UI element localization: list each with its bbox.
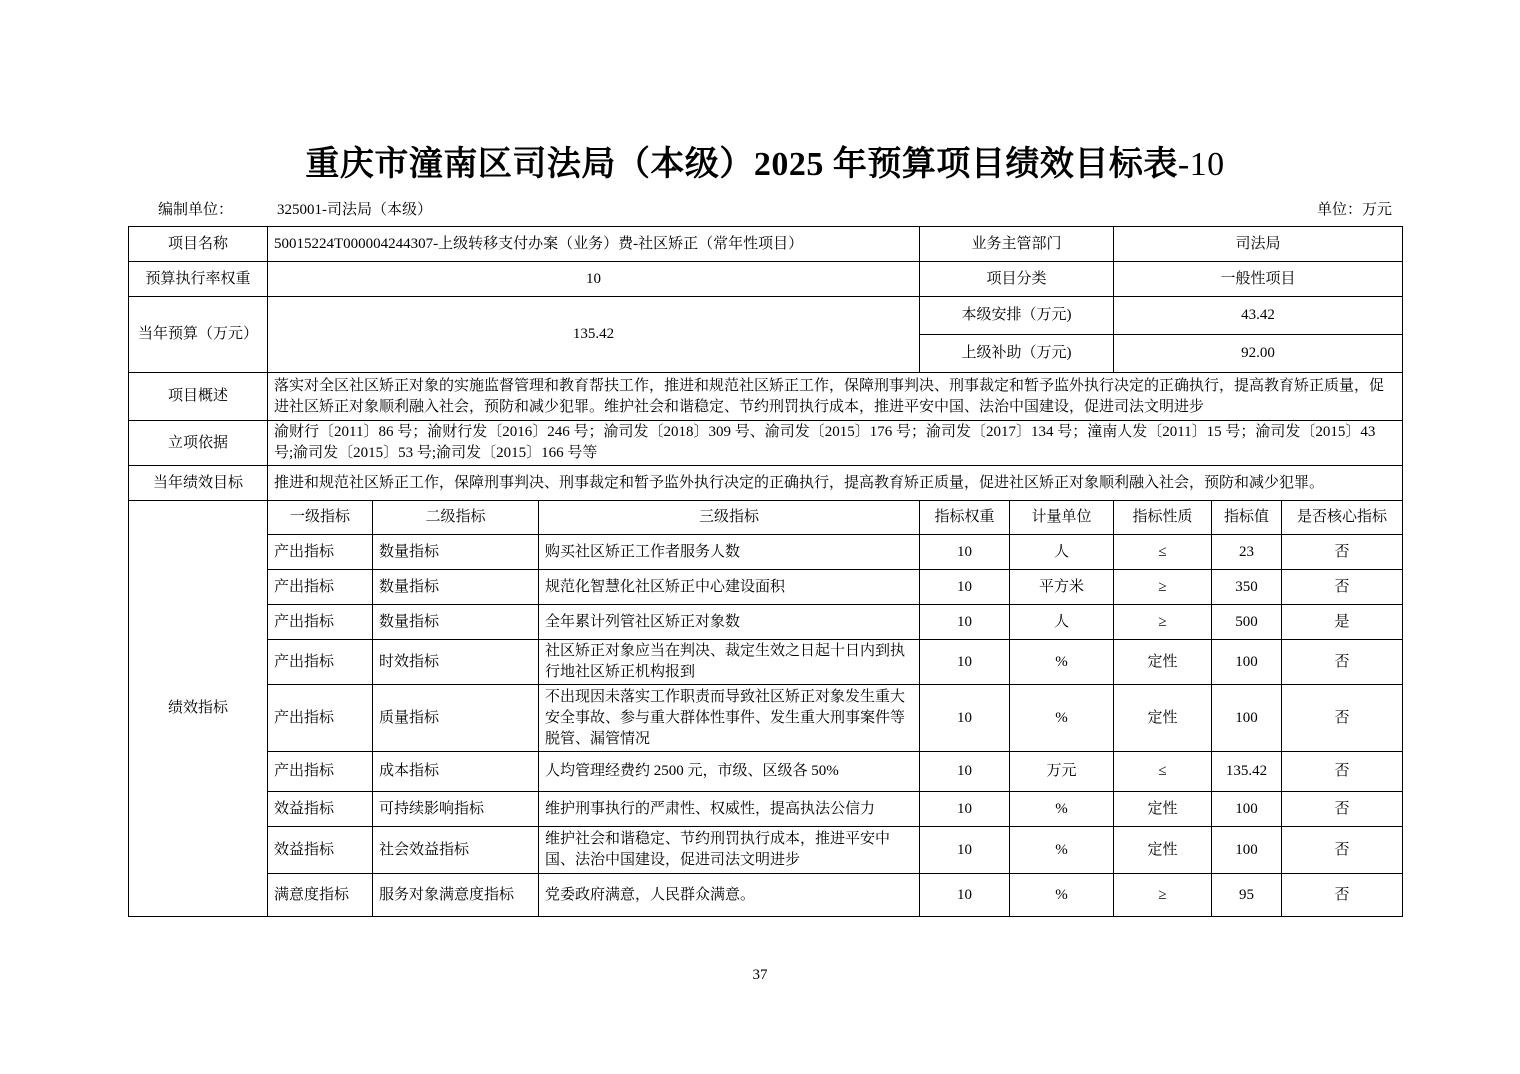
cell-value: 100 xyxy=(1212,792,1282,827)
cell-level2: 数量指标 xyxy=(373,570,539,605)
cell-level3: 全年累计列管社区矫正对象数 xyxy=(539,605,920,640)
indicator-row xyxy=(129,570,1403,605)
cell-level1: 产出指标 xyxy=(268,752,373,792)
cell-weight: 10 xyxy=(920,605,1010,640)
page-title xyxy=(0,136,1520,185)
cell-unit: 万元 xyxy=(1010,752,1114,792)
cell-core: 否 xyxy=(1282,752,1403,792)
category-label: 项目分类 xyxy=(920,262,1114,297)
indicator-row xyxy=(129,685,1403,752)
cell-weight: 10 xyxy=(920,535,1010,570)
cell-weight: 10 xyxy=(920,874,1010,917)
cell-level3: 社区矫正对象应当在判决、裁定生效之日起十日内到执行地社区矫正机构报到 xyxy=(539,640,920,685)
title-suffix: -10 xyxy=(1177,146,1225,183)
cell-core: 否 xyxy=(1282,827,1403,874)
cell-level2: 数量指标 xyxy=(373,605,539,640)
indicator-row xyxy=(129,792,1403,827)
cell-nature: ≤ xyxy=(1114,752,1212,792)
header-unit: 计量单位 xyxy=(1010,501,1114,535)
cell-level2: 服务对象满意度指标 xyxy=(373,874,539,917)
cell-weight: 10 xyxy=(920,640,1010,685)
cell-core: 否 xyxy=(1282,570,1403,605)
indicator-row xyxy=(129,874,1403,917)
cell-value: 100 xyxy=(1212,685,1282,752)
cell-level1: 产出指标 xyxy=(268,535,373,570)
header-core: 是否核心指标 xyxy=(1282,501,1403,535)
cell-level3: 人均管理经费约 2500 元，市级、区级各 50% xyxy=(539,752,920,792)
header-weight: 指标权重 xyxy=(920,501,1010,535)
basis-row xyxy=(129,421,1403,466)
cell-level2: 数量指标 xyxy=(373,535,539,570)
cell-level3: 维护社会和谐稳定、节约刑罚执行成本，推进平安中国、法治中国建设，促进司法文明进步 xyxy=(539,827,920,874)
cell-level1: 产出指标 xyxy=(268,605,373,640)
cell-value: 350 xyxy=(1212,570,1282,605)
cell-nature: 定性 xyxy=(1114,792,1212,827)
cell-unit: % xyxy=(1010,685,1114,752)
budget-row xyxy=(129,297,1403,335)
cell-value: 135.42 xyxy=(1212,752,1282,792)
summary-row xyxy=(129,373,1403,421)
cell-level2: 可持续影响指标 xyxy=(373,792,539,827)
cell-nature: ≥ xyxy=(1114,605,1212,640)
indicator-row xyxy=(129,605,1403,640)
header-nature: 指标性质 xyxy=(1114,501,1212,535)
subsidy-label: 上级补助（万元) xyxy=(920,335,1114,373)
performance-table xyxy=(128,226,1403,917)
cell-level2: 成本指标 xyxy=(373,752,539,792)
cell-nature: 定性 xyxy=(1114,640,1212,685)
basis-value: 渝财行〔2011〕86 号；渝财行发〔2016〕246 号；渝司发〔2018〕309 号、渝司发〔2015〕176 号；渝司发〔2017〕134 号；潼南人发〔2011〕15 号；渝司发〔2015〕43 号;渝司发〔2015〕53 号;渝司发〔2015〕166 号等 xyxy=(268,421,1403,466)
cell-weight: 10 xyxy=(920,752,1010,792)
cell-level2: 质量指标 xyxy=(373,685,539,752)
header-value: 指标值 xyxy=(1212,501,1282,535)
dept-value: 司法局 xyxy=(1114,227,1403,262)
cell-level3: 维护刑事执行的严肃性、权威性，提高执法公信力 xyxy=(539,792,920,827)
category-value: 一般性项目 xyxy=(1114,262,1403,297)
cell-weight: 10 xyxy=(920,827,1010,874)
indicator-header-row xyxy=(129,501,1403,535)
cell-level3: 购买社区矫正工作者服务人数 xyxy=(539,535,920,570)
title-main: 重庆市潼南区司法局（本级）2025 年预算项目绩效目标表 xyxy=(305,146,1178,183)
summary-value: 落实对全区社区矫正对象的实施监督管理和教育帮扶工作，推进和规范社区矫正工作，保障刑事判决、刑事裁定和暂予监外执行决定的正确执行，提高教育矫正质量，促进社区矫正对象顺利融入社会，预防和减少犯罪。维护社会和谐稳定、节约刑罚执行成本，推进平安中国、法治中国建设，促进司法文明进步 xyxy=(268,373,1403,421)
cell-level3: 党委政府满意，人民群众满意。 xyxy=(539,874,920,917)
budget-label: 当年预算（万元） xyxy=(129,297,268,373)
project-name-label: 项目名称 xyxy=(129,227,268,262)
goal-value: 推进和规范社区矫正工作，保障刑事判决、刑事裁定和暂予监外执行决定的正确执行，提高教育矫正质量，促进社区矫正对象顺利融入社会，预防和减少犯罪。 xyxy=(268,466,1403,501)
cell-unit: 人 xyxy=(1010,535,1114,570)
cell-level1: 产出指标 xyxy=(268,685,373,752)
currency-note: 单位：万元 xyxy=(1316,202,1392,218)
header-level1: 一级指标 xyxy=(268,501,373,535)
header-level3: 三级指标 xyxy=(539,501,920,535)
cell-core: 否 xyxy=(1282,874,1403,917)
cell-value: 23 xyxy=(1212,535,1282,570)
cell-value: 95 xyxy=(1212,874,1282,917)
indicator-row xyxy=(129,535,1403,570)
unit-label: 编制单位： xyxy=(158,202,234,218)
cell-level3: 规范化智慧化社区矫正中心建设面积 xyxy=(539,570,920,605)
cell-unit: % xyxy=(1010,874,1114,917)
cell-value: 100 xyxy=(1212,827,1282,874)
cell-level3: 不出现因未落实工作职责而导致社区矫正对象发生重大安全事故、参与重大群体性事件、发生重大刑事案件等脱管、漏管情况 xyxy=(539,685,920,752)
goal-label: 当年绩效目标 xyxy=(129,466,268,501)
dept-label: 业务主管部门 xyxy=(920,227,1114,262)
cell-unit: 人 xyxy=(1010,605,1114,640)
project-name-row xyxy=(129,227,1403,262)
header-level2: 二级指标 xyxy=(373,501,539,535)
basis-label: 立项依据 xyxy=(129,421,268,466)
cell-level1: 产出指标 xyxy=(268,570,373,605)
cell-level1: 效益指标 xyxy=(268,827,373,874)
indicators-section-label: 绩效指标 xyxy=(129,501,268,917)
cell-level2: 社会效益指标 xyxy=(373,827,539,874)
cell-level1: 效益指标 xyxy=(268,792,373,827)
page-number: 37 xyxy=(752,967,768,983)
cell-weight: 10 xyxy=(920,685,1010,752)
cell-core: 否 xyxy=(1282,685,1403,752)
cell-value: 500 xyxy=(1212,605,1282,640)
project-name-value: 50015224T000004244307-上级转移支付办案（业务）费-社区矫正（常年性项目） xyxy=(268,227,920,262)
summary-label: 项目概述 xyxy=(129,373,268,421)
cell-core: 否 xyxy=(1282,535,1403,570)
cell-weight: 10 xyxy=(920,792,1010,827)
cell-unit: % xyxy=(1010,792,1114,827)
cell-level2: 时效指标 xyxy=(373,640,539,685)
indicator-row xyxy=(129,640,1403,685)
cell-unit: % xyxy=(1010,827,1114,874)
goal-row xyxy=(129,466,1403,501)
cell-value: 100 xyxy=(1212,640,1282,685)
weight-label: 预算执行率权重 xyxy=(129,262,268,297)
cell-level1: 产出指标 xyxy=(268,640,373,685)
weight-value: 10 xyxy=(268,262,920,297)
cell-nature: ≥ xyxy=(1114,570,1212,605)
budget-value: 135.42 xyxy=(268,297,920,373)
cell-weight: 10 xyxy=(920,570,1010,605)
subsidy-value: 92.00 xyxy=(1114,335,1403,373)
cell-core: 否 xyxy=(1282,792,1403,827)
cell-unit: 平方米 xyxy=(1010,570,1114,605)
cell-level1: 满意度指标 xyxy=(268,874,373,917)
cell-nature: 定性 xyxy=(1114,685,1212,752)
cell-nature: 定性 xyxy=(1114,827,1212,874)
local-value: 43.42 xyxy=(1114,297,1403,335)
cell-nature: ≤ xyxy=(1114,535,1212,570)
weight-row xyxy=(129,262,1403,297)
cell-core: 否 xyxy=(1282,640,1403,685)
cell-unit: % xyxy=(1010,640,1114,685)
cell-nature: ≥ xyxy=(1114,874,1212,917)
indicator-row xyxy=(129,827,1403,874)
indicator-row xyxy=(129,752,1403,792)
cell-core: 是 xyxy=(1282,605,1403,640)
local-label: 本级安排（万元) xyxy=(920,297,1114,335)
unit-value: 325001-司法局（本级） xyxy=(277,202,432,218)
